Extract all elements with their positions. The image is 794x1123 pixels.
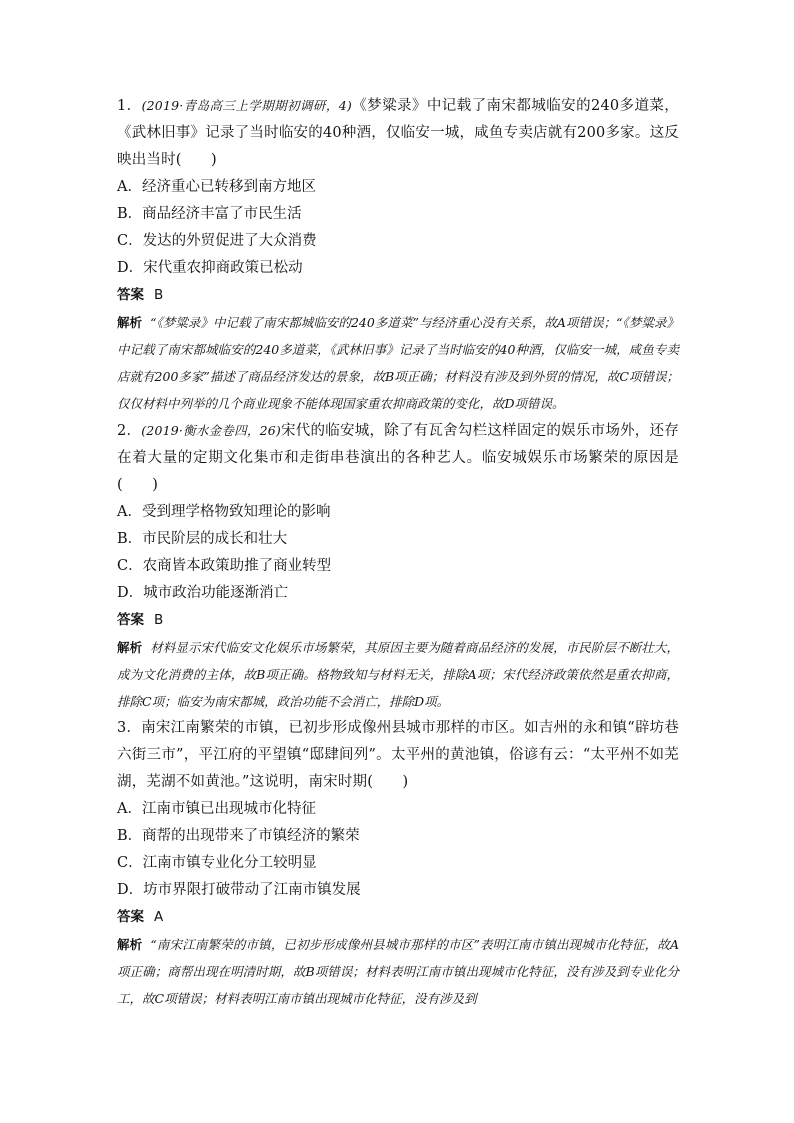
question-1	[117, 92, 679, 417]
explanation	[117, 931, 679, 1012]
question-stem	[117, 715, 679, 796]
question-text: 宋代的临安城，除了有瓦舍勾栏这样固定的娱乐市场外，还存在着大量的定期文化集市和走街串巷演出的各种艺人。临安城娱乐市场繁荣的原因是( )	[117, 423, 679, 493]
question-stem	[117, 417, 679, 499]
explanation-text: “《梦粱录》中记载了南宋都城临安的240多道菜”与经济重心没有关系，故A项错误；“《梦粱录》中记载了南宋都城临安的240多道菜，《武林旧事》记录了当时临安的40种酒，仅临安一城，咸鱼专卖店就有200多家”描述了商品经济发达的景象，故B项正确；材料没有涉及到外贸的情况，故C项错误；仅仅材料中列举的几个商业现象不能体现国家重农抑商政策的变化，故D项错误。	[117, 315, 679, 411]
document-page	[117, 92, 679, 1012]
answer-line	[117, 282, 679, 309]
answer-label: 答案	[117, 287, 144, 303]
option-b: B．商品经济丰富了市民生活	[117, 206, 302, 222]
answer-label: 答案	[117, 909, 144, 925]
question-stem	[117, 92, 679, 174]
question-3	[117, 715, 679, 1012]
option-c: C．发达的外贸促进了大众消费	[117, 233, 317, 249]
question-number: 1．	[117, 98, 142, 114]
answer-value: B	[154, 287, 164, 303]
option-b: B．市民阶层的成长和壮大	[117, 531, 288, 547]
explanation-label: 解析	[117, 315, 143, 330]
question-number: 3．	[117, 720, 142, 736]
option-a: A．经济重心已转移到南方地区	[117, 179, 316, 195]
option-b: B．商帮的出现带来了市镇经济的繁荣	[117, 828, 360, 844]
explanation-text: 材料显示宋代临安文化娱乐市场繁荣，其原因主要为随着商品经济的发展，市民阶层不断壮大，成为文化消费的主体，故B项正确。格物致知与材料无关，排除A项；宋代经济政策依然是重农抑商，排除C项；临安为南宋都城，政治功能不会消亡，排除D项。	[117, 640, 679, 709]
answer-line	[117, 904, 679, 931]
answer-value: A	[154, 909, 164, 925]
explanation	[117, 309, 679, 417]
explanation-text: “南宋江南繁荣的市镇，已初步形成像州县城市那样的市区”表明江南市镇出现城市化特征，故A项正确；商帮出现在明清时期，故B项错误；材料表明江南市镇出现城市化特征，没有涉及到专业化分工，故C项错误；材料表明江南市镇出现城市化特征，没有涉及到	[117, 937, 679, 1006]
option-d: D．宋代重农抑商政策已松动	[117, 260, 303, 276]
question-number: 2．	[117, 423, 142, 439]
question-text: 《梦粱录》中记载了南宋都城临安的240多道菜，《武林旧事》记录了当时临安的40种酒，仅临安一城，咸鱼专卖店就有200多家。这反映出当时( )	[117, 98, 679, 168]
answer-label: 答案	[117, 612, 144, 628]
question-text: 南宋江南繁荣的市镇，已初步形成像州县城市那样的市区。如吉州的永和镇“辟坊巷六街三市”，平江府的平望镇“邸肆间列”。太平州的黄池镇，俗谚有云：“太平州不如芜湖，芜湖不如黄池。”这说明，南宋时期( )	[117, 720, 679, 790]
question-source: (2019·衡水金卷四，26)	[141, 423, 281, 438]
explanation-label: 解析	[117, 640, 143, 655]
question-2	[117, 417, 679, 715]
explanation-label: 解析	[117, 937, 143, 952]
answer-value: B	[154, 612, 164, 628]
explanation	[117, 634, 679, 715]
option-c: C．农商皆本政策助推了商业转型	[117, 558, 332, 574]
question-source: (2019·青岛高三上学期期初调研，4)	[141, 98, 352, 113]
option-c: C．江南市镇专业化分工较明显	[117, 855, 317, 871]
answer-line	[117, 607, 679, 634]
option-a: A．受到理学格物致知理论的影响	[117, 504, 331, 520]
option-d: D．坊市界限打破带动了江南市镇发展	[117, 882, 361, 898]
option-a: A．江南市镇已出现城市化特征	[117, 801, 316, 817]
option-d: D．城市政治功能逐渐消亡	[117, 585, 289, 601]
